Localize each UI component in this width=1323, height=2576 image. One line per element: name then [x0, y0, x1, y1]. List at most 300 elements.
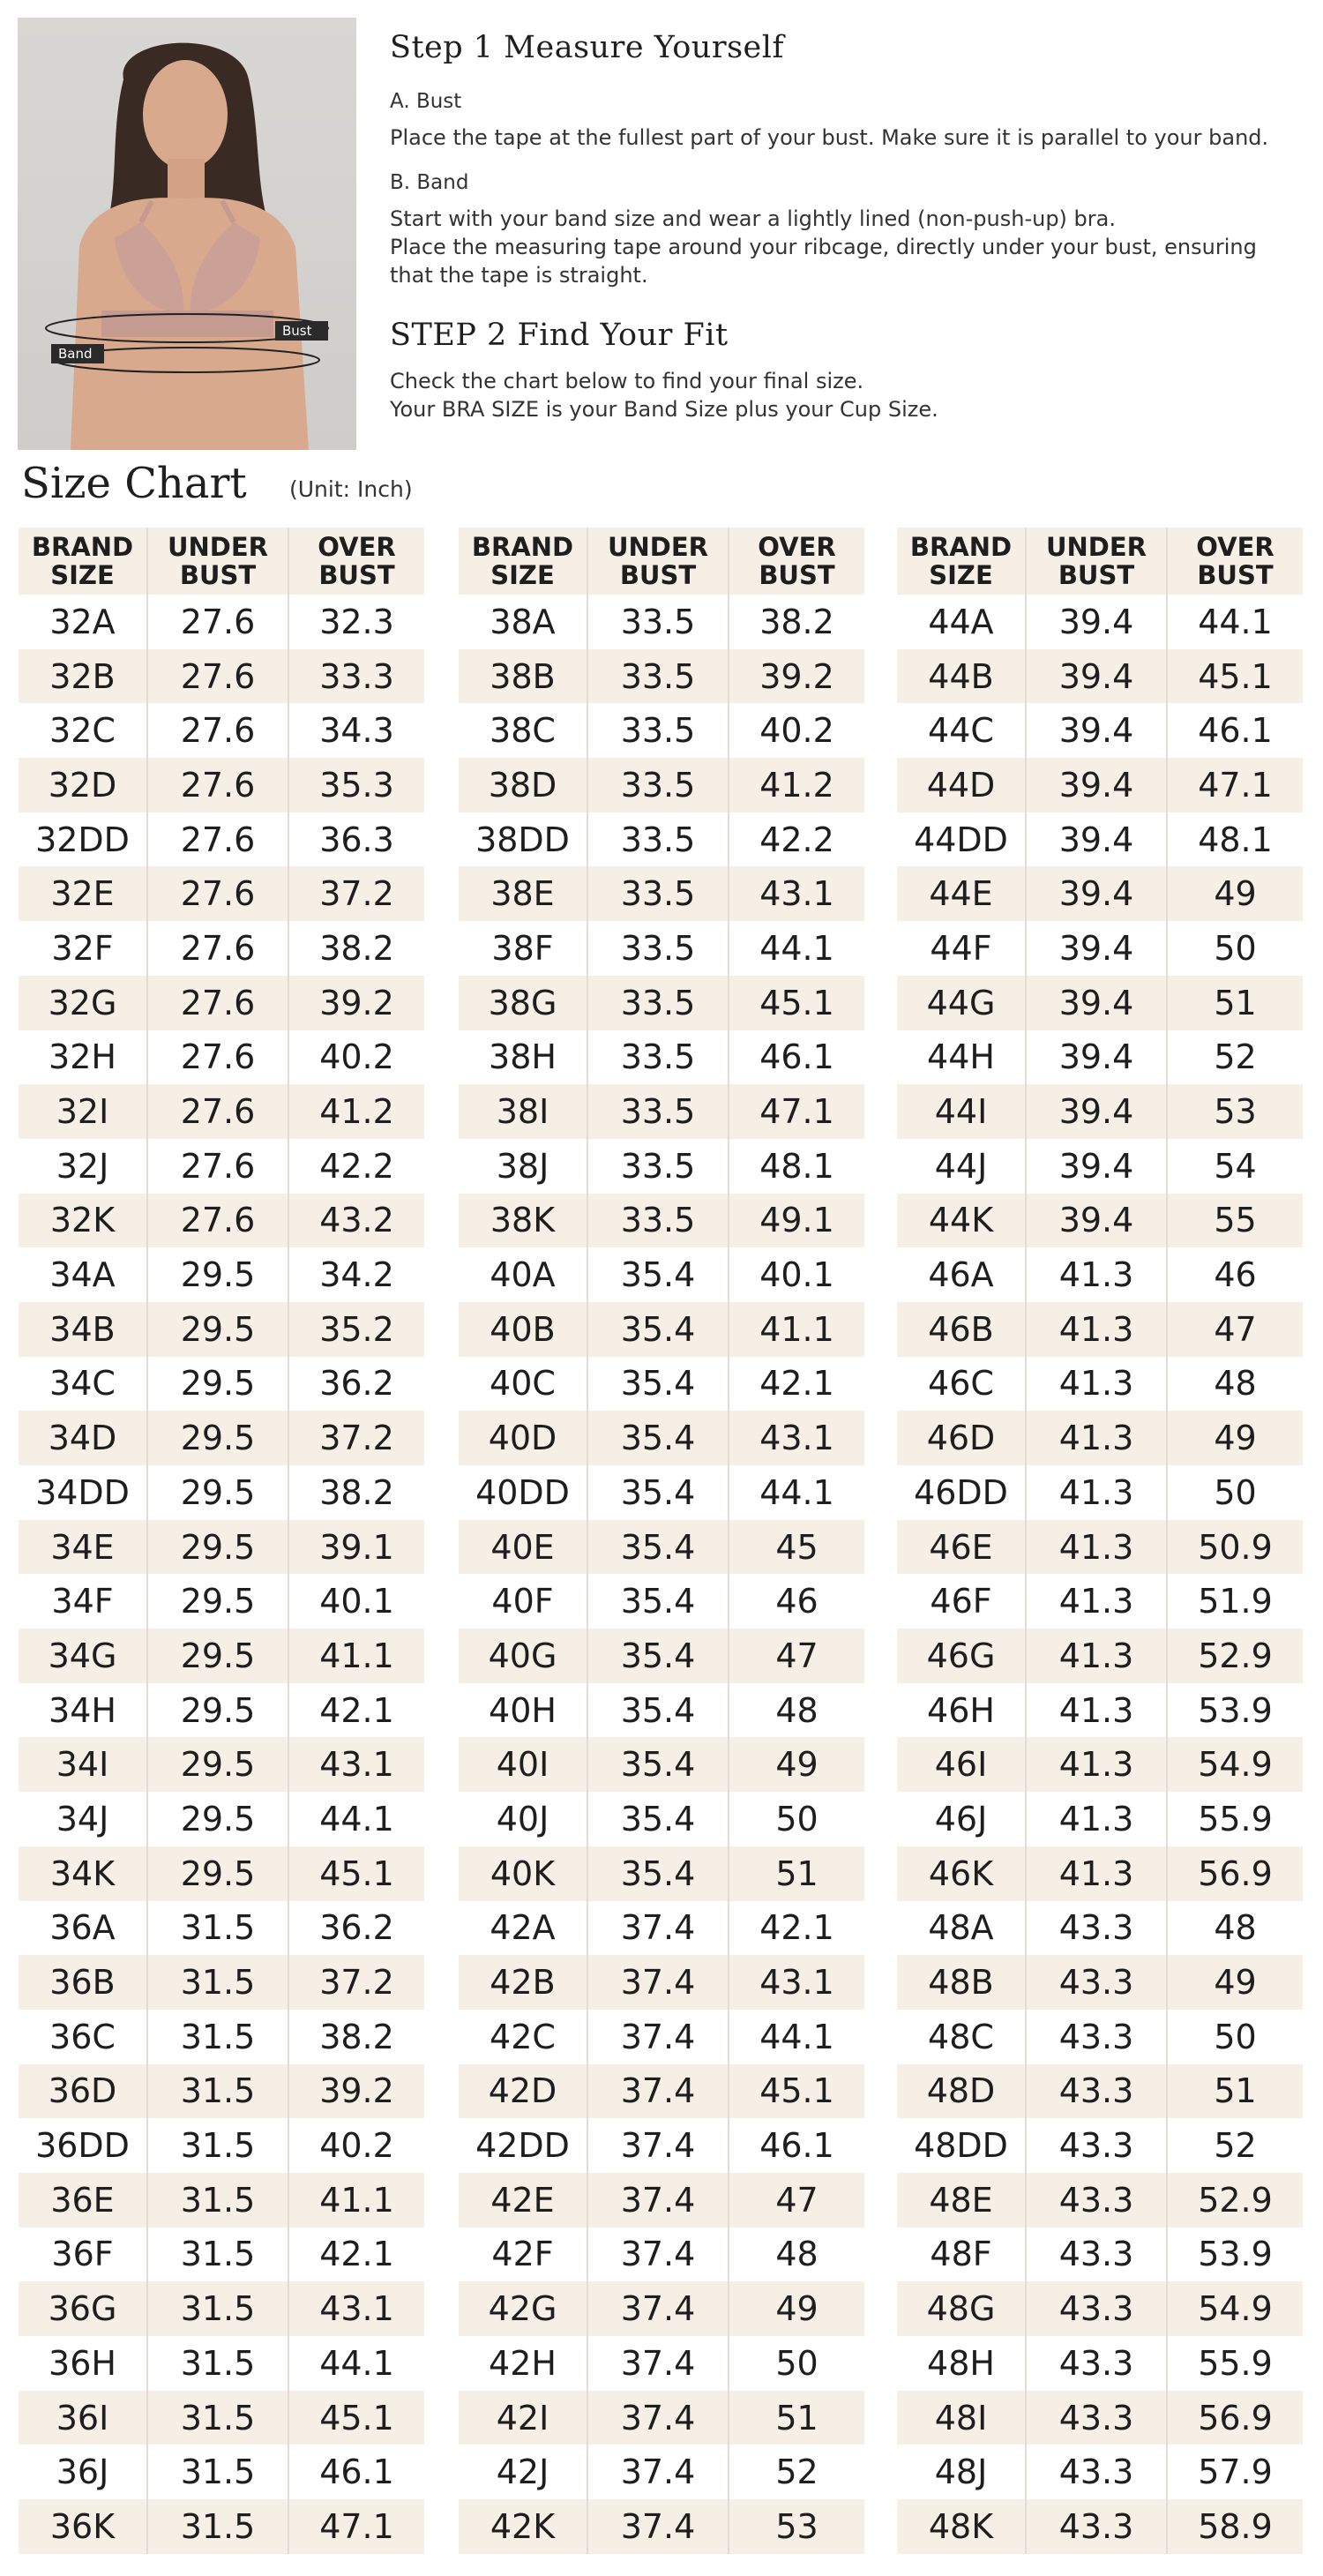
- under-bust-cell: 43.3: [1026, 2281, 1167, 2336]
- table-row: [459, 1846, 864, 1901]
- over-bust-cell: 56.9: [1167, 2391, 1303, 2445]
- table-row: [19, 2499, 424, 2554]
- table-row: [897, 1629, 1303, 1683]
- table-row: [897, 976, 1303, 1030]
- under-bust-cell: 35.4: [587, 1302, 729, 1357]
- under-bust-cell: 41.3: [1026, 1574, 1167, 1629]
- table-row: [459, 1465, 864, 1520]
- over-bust-cell: 34.2: [288, 1247, 424, 1302]
- table-row: [19, 1737, 424, 1792]
- under-bust-cell: 43.3: [1026, 2499, 1167, 2554]
- over-bust-cell: 45.1: [729, 2064, 864, 2119]
- brand-size-cell: 46K: [897, 1846, 1026, 1901]
- over-bust-cell: 49: [1167, 1955, 1303, 2010]
- over-bust-cell: 42.2: [729, 812, 864, 867]
- brand-size-cell: 32F: [51, 928, 114, 968]
- brand-size-cell: 40C: [490, 1364, 556, 1404]
- table-row: [459, 1084, 864, 1139]
- table-row: [897, 1139, 1303, 1194]
- over-bust-cell: 54.9: [1167, 1737, 1303, 1792]
- brand-size-cell: 38K: [459, 1194, 587, 1248]
- table-row: [459, 2281, 864, 2336]
- over-bust-cell: 44.1: [1167, 595, 1303, 649]
- over-bust-cell: 39.2: [288, 2064, 424, 2119]
- under-bust-cell: 35.4: [587, 1683, 729, 1738]
- over-bust-cell: 50: [729, 1792, 864, 1846]
- under-bust-cell: 35.4: [587, 1846, 729, 1901]
- under-bust-cell: 27.6: [147, 1194, 288, 1248]
- brand-size-cell: 44I: [897, 1084, 1026, 1139]
- brand-size-cell: 34C: [49, 1364, 116, 1404]
- under-bust-cell: 29.5: [147, 1846, 288, 1901]
- over-bust-cell: 42.1: [729, 1901, 864, 1956]
- table-row: [459, 2118, 864, 2173]
- under-bust-cell: 31.5: [147, 2499, 288, 2554]
- brand-size-cell: 44D: [897, 758, 1026, 812]
- brand-size-cell: 40K: [459, 1846, 587, 1901]
- brand-size-cell: 42J: [496, 2452, 549, 2492]
- table-row: [19, 1247, 424, 1302]
- table-row: [459, 2336, 864, 2391]
- brand-size-cell: 42B: [459, 1955, 587, 2010]
- brand-size-cell: 40E: [459, 1520, 587, 1575]
- table-row: [897, 866, 1303, 921]
- over-bust-cell: 47: [729, 1629, 864, 1683]
- under-bust-cell: 31.5: [147, 2064, 288, 2119]
- over-bust-cell: 37.2: [288, 866, 424, 921]
- under-bust-cell: 37.4: [587, 2173, 729, 2228]
- brand-size-cell: 48D: [897, 2064, 1026, 2119]
- under-bust-cell: 29.5: [147, 1411, 288, 1465]
- table-row: [459, 595, 864, 649]
- over-bust-cell: 58.9: [1167, 2499, 1303, 2554]
- over-bust-cell: 40.2: [729, 703, 864, 758]
- table-row: [459, 1629, 864, 1683]
- over-bust-cell: 51: [1167, 976, 1303, 1030]
- over-bust-cell: 35.3: [288, 758, 424, 812]
- brand-size-header-line: BRAND: [31, 532, 134, 562]
- over-bust-cell: 50.9: [1167, 1520, 1303, 1575]
- over-bust-cell: 41.1: [288, 2173, 424, 2228]
- over-bust-cell: 55: [1167, 1194, 1303, 1248]
- over-bust-cell: 53: [1167, 1084, 1303, 1139]
- band-line-1: Start with your band size and wear a lightly lined (non-push-up) bra.: [390, 206, 1116, 231]
- over-bust-header: [729, 528, 864, 595]
- brand-size-cell: 42D: [459, 2064, 587, 2119]
- under-bust-cell: 43.3: [1026, 2010, 1167, 2064]
- band-line-2: Place the measuring tape around your ribcage, directly under your bust, ensuring: [390, 235, 1257, 259]
- over-bust-cell: 43.1: [288, 1737, 424, 1792]
- under-bust-cell: 35.4: [587, 1411, 729, 1465]
- under-bust-cell: 39.4: [1026, 812, 1167, 867]
- brand-size-cell: 36E: [19, 2173, 147, 2228]
- table-row: [897, 1411, 1303, 1465]
- table-row: [897, 2228, 1303, 2282]
- brand-size-cell: 48F: [930, 2235, 992, 2274]
- over-bust-cell: 46.1: [288, 2445, 424, 2499]
- under-bust-cell: 41.3: [1026, 1247, 1167, 1302]
- brand-size-cell: 42DD: [475, 2126, 570, 2166]
- table-row: [897, 1084, 1303, 1139]
- table-row: [459, 758, 864, 812]
- brand-size-cell: 44A: [928, 602, 994, 641]
- table-row: [19, 1194, 424, 1248]
- brand-size-cell: 36G: [19, 2281, 147, 2336]
- over-bust-cell: 51.9: [1167, 1574, 1303, 1629]
- brand-size-cell: 38DD: [475, 820, 570, 859]
- table-row: [897, 2064, 1303, 2119]
- under-bust-header-line: BUST: [619, 560, 697, 590]
- over-bust-cell: 49: [729, 2281, 864, 2336]
- under-bust-cell: 37.4: [587, 2281, 729, 2336]
- table-row: [897, 2173, 1303, 2228]
- under-bust-header-line: UNDER: [167, 532, 269, 562]
- table-row: [459, 866, 864, 921]
- table-row: [459, 1901, 864, 1956]
- brand-size-cell: 46C: [928, 1364, 994, 1404]
- over-bust-cell: 54: [1167, 1139, 1303, 1194]
- brand-size-cell: 44C: [928, 711, 994, 751]
- table-row: [459, 2228, 864, 2282]
- under-bust-cell: 33.5: [587, 812, 729, 867]
- table-row: [19, 1084, 424, 1139]
- brand-size-cell: 48G: [897, 2281, 1026, 2336]
- brand-size-cell: 40J: [496, 1799, 549, 1838]
- over-bust-cell: 44.1: [288, 1792, 424, 1846]
- over-bust-cell: 55.9: [1167, 2336, 1303, 2391]
- brand-size-header-line: SIZE: [490, 560, 555, 590]
- brand-size-cell: 38H: [489, 1037, 557, 1077]
- brand-size-cell: 42H: [489, 2343, 557, 2383]
- bust-label: A. Bust: [390, 90, 462, 113]
- table-row: [897, 2010, 1303, 2064]
- over-bust-cell: 47.1: [1167, 758, 1303, 812]
- brand-size-cell: 42A: [490, 1908, 556, 1948]
- under-bust-cell: 39.4: [1026, 1084, 1167, 1139]
- under-bust-cell: 35.4: [587, 1465, 729, 1520]
- brand-size-cell: 42I: [459, 2391, 587, 2445]
- table-row: [19, 1139, 424, 1194]
- over-bust-cell: 47: [729, 2173, 864, 2228]
- over-bust-cell: 46.1: [729, 1030, 864, 1085]
- over-bust-cell: 42.1: [729, 1357, 864, 1412]
- brand-size-cell: 46F: [930, 1582, 992, 1621]
- table-row: [897, 1030, 1303, 1085]
- brand-size-cell: 46D: [897, 1411, 1026, 1465]
- brand-size-cell: 46B: [897, 1302, 1026, 1357]
- size-table-1: [19, 528, 424, 2554]
- table-row: [459, 1030, 864, 1085]
- under-bust-cell: 37.4: [587, 2228, 729, 2282]
- over-bust-cell: 53.9: [1167, 1683, 1303, 1738]
- table-row: [459, 921, 864, 976]
- table-row: [19, 812, 424, 867]
- under-bust-cell: 39.4: [1026, 1194, 1167, 1248]
- under-bust-cell: 43.3: [1026, 2118, 1167, 2173]
- brand-size-cell: 42K: [459, 2499, 587, 2554]
- over-bust-cell: 55.9: [1167, 1792, 1303, 1846]
- table-row: [897, 1737, 1303, 1792]
- table-row: [459, 1302, 864, 1357]
- over-bust-header-line: BUST: [759, 560, 835, 590]
- under-bust-cell: 41.3: [1026, 1357, 1167, 1412]
- under-bust-cell: 33.5: [587, 595, 729, 649]
- under-bust-cell: 31.5: [147, 2173, 288, 2228]
- brand-size-cell: 46DD: [914, 1472, 1008, 1512]
- over-bust-cell: 51: [729, 1846, 864, 1901]
- under-bust-cell: 41.3: [1026, 1411, 1167, 1465]
- table-row: [459, 2445, 864, 2499]
- under-bust-cell: 33.5: [587, 976, 729, 1030]
- under-bust-cell: 29.5: [147, 1737, 288, 1792]
- over-bust-cell: 41.1: [288, 1629, 424, 1683]
- brand-size-cell: 34D: [19, 1411, 147, 1465]
- under-bust-cell: 39.4: [1026, 703, 1167, 758]
- table-row: [459, 1357, 864, 1412]
- table-row: [19, 1792, 424, 1846]
- brand-size-cell: 32E: [19, 866, 147, 921]
- under-bust-cell: 33.5: [587, 758, 729, 812]
- table-row: [459, 1411, 864, 1465]
- brand-size-cell: 36D: [19, 2064, 147, 2119]
- brand-size-header: [19, 528, 147, 595]
- over-bust-header-line: OVER: [758, 532, 836, 562]
- table-row: [19, 703, 424, 758]
- over-bust-cell: 56.9: [1167, 1846, 1303, 1901]
- under-bust-cell: 37.4: [587, 2445, 729, 2499]
- brand-size-cell: 34G: [19, 1629, 147, 1683]
- brand-size-cell: 40G: [459, 1629, 587, 1683]
- over-bust-cell: 49.1: [729, 1194, 864, 1248]
- brand-size-cell: 32C: [49, 711, 116, 751]
- over-bust-cell: 37.2: [288, 1955, 424, 2010]
- brand-size-cell: 32G: [19, 976, 147, 1030]
- under-bust-cell: 37.4: [587, 2118, 729, 2173]
- brand-size-cell: 40H: [489, 1690, 557, 1730]
- brand-size-cell: 42F: [491, 2235, 554, 2274]
- over-bust-header: [1167, 528, 1303, 595]
- over-bust-cell: 51: [729, 2391, 864, 2445]
- table-row: [459, 2391, 864, 2445]
- under-bust-cell: 43.3: [1026, 2173, 1167, 2228]
- brand-size-cell: 48K: [897, 2499, 1026, 2554]
- size-table-3: [897, 528, 1303, 2554]
- over-bust-cell: 39.2: [288, 976, 424, 1030]
- table-row: [897, 812, 1303, 867]
- over-bust-cell: 39.1: [288, 1520, 424, 1575]
- over-bust-cell: 42.1: [288, 2228, 424, 2282]
- over-bust-cell: 48: [729, 1683, 864, 1738]
- table-row: [19, 1683, 424, 1738]
- table-row: [459, 1520, 864, 1575]
- over-bust-cell: 52.9: [1167, 1629, 1303, 1683]
- size-chart-title: Size Chart: [21, 459, 247, 508]
- brand-size-cell: 38F: [491, 928, 554, 968]
- table-row: [459, 2499, 864, 2554]
- over-bust-cell: 36.3: [288, 812, 424, 867]
- table-row: [459, 1574, 864, 1629]
- under-bust-cell: 27.6: [147, 921, 288, 976]
- under-bust-cell: 43.3: [1026, 1901, 1167, 1956]
- under-bust-cell: 37.4: [587, 2499, 729, 2554]
- under-bust-cell: 29.5: [147, 1629, 288, 1683]
- over-bust-cell: 46: [729, 1574, 864, 1629]
- over-bust-cell: 38.2: [288, 2010, 424, 2064]
- over-bust-header: [288, 528, 424, 595]
- over-bust-cell: 41.2: [729, 758, 864, 812]
- over-bust-cell: 52: [1167, 1030, 1303, 1085]
- brand-size-cell: 44H: [927, 1037, 995, 1077]
- over-bust-cell: 47.1: [729, 1084, 864, 1139]
- brand-size-cell: 32B: [19, 649, 147, 704]
- brand-size-cell: 46E: [897, 1520, 1026, 1575]
- brand-size-cell: 32D: [19, 758, 147, 812]
- table-row: [459, 1955, 864, 2010]
- under-bust-cell: 31.5: [147, 2391, 288, 2445]
- under-bust-cell: 37.4: [587, 2336, 729, 2391]
- under-bust-cell: 35.4: [587, 1792, 729, 1846]
- brand-size-cell: 34F: [51, 1582, 114, 1621]
- over-bust-cell: 53: [729, 2499, 864, 2554]
- model-illustration: [18, 18, 356, 450]
- over-bust-cell: 46: [1167, 1247, 1303, 1302]
- bust-tag: Bust: [275, 321, 328, 341]
- table-row: [897, 1357, 1303, 1412]
- table-row: [897, 649, 1303, 704]
- brand-size-cell: 48H: [927, 2343, 995, 2383]
- band-line-3: that the tape is straight.: [390, 263, 648, 288]
- under-bust-cell: 27.6: [147, 1084, 288, 1139]
- under-bust-cell: 29.5: [147, 1683, 288, 1738]
- table-row: [19, 1629, 424, 1683]
- table-row: [459, 1792, 864, 1846]
- under-bust-cell: 27.6: [147, 649, 288, 704]
- brand-size-cell: 32DD: [35, 820, 130, 859]
- under-bust-header: [1026, 528, 1167, 595]
- under-bust-header-line: BUST: [1058, 560, 1135, 590]
- under-bust-cell: 39.4: [1026, 866, 1167, 921]
- over-bust-header-line: BUST: [318, 560, 395, 590]
- under-bust-cell: 41.3: [1026, 1302, 1167, 1357]
- brand-size-cell: 46J: [934, 1799, 988, 1838]
- brand-size-cell: 48J: [934, 2452, 988, 2492]
- brand-size-cell: 36C: [49, 2017, 116, 2056]
- over-bust-header-line: OVER: [318, 532, 396, 562]
- table-row: [19, 1520, 424, 1575]
- over-bust-cell: 42.1: [288, 1683, 424, 1738]
- under-bust-header: [147, 528, 288, 595]
- under-bust-cell: 39.4: [1026, 1030, 1167, 1085]
- over-bust-cell: 38.2: [288, 921, 424, 976]
- under-bust-cell: 41.3: [1026, 1465, 1167, 1520]
- under-bust-cell: 33.5: [587, 649, 729, 704]
- table-row: [897, 1574, 1303, 1629]
- brand-size-cell: 46I: [897, 1737, 1026, 1792]
- over-bust-cell: 52: [729, 2445, 864, 2499]
- under-bust-cell: 27.6: [147, 703, 288, 758]
- under-bust-cell: 33.5: [587, 1030, 729, 1085]
- over-bust-cell: 41.1: [729, 1302, 864, 1357]
- under-bust-cell: 39.4: [1026, 1139, 1167, 1194]
- brand-size-cell: 34A: [49, 1255, 116, 1295]
- table-row: [897, 1302, 1303, 1357]
- over-bust-cell: 48.1: [1167, 812, 1303, 867]
- under-bust-cell: 35.4: [587, 1247, 729, 1302]
- brand-size-cell: 48B: [897, 1955, 1026, 2010]
- over-bust-cell: 42.2: [288, 1139, 424, 1194]
- under-bust-cell: 39.4: [1026, 595, 1167, 649]
- table-row: [19, 921, 424, 976]
- over-bust-cell: 50: [1167, 2010, 1303, 2064]
- under-bust-cell: 31.5: [147, 1955, 288, 2010]
- over-bust-cell: 49: [729, 1737, 864, 1792]
- under-bust-cell: 43.3: [1026, 1955, 1167, 2010]
- table-row: [19, 2118, 424, 2173]
- over-bust-cell: 39.2: [729, 649, 864, 704]
- table-row: [897, 1520, 1303, 1575]
- under-bust-cell: 39.4: [1026, 758, 1167, 812]
- table-row: [19, 1955, 424, 2010]
- over-bust-cell: 45.1: [288, 1846, 424, 1901]
- brand-size-cell: 32K: [19, 1194, 147, 1248]
- under-bust-cell: 31.5: [147, 2336, 288, 2391]
- brand-size-header: [459, 528, 587, 595]
- over-bust-cell: 40.1: [729, 1247, 864, 1302]
- brand-size-cell: 42C: [490, 2017, 556, 2056]
- table-row: [897, 1792, 1303, 1846]
- over-bust-cell: 45.1: [1167, 649, 1303, 704]
- under-bust-cell: 29.5: [147, 1302, 288, 1357]
- brand-size-cell: 38E: [459, 866, 587, 921]
- over-bust-cell: 48: [1167, 1901, 1303, 1956]
- over-bust-cell: 47: [1167, 1302, 1303, 1357]
- under-bust-cell: 41.3: [1026, 1629, 1167, 1683]
- under-bust-cell: 31.5: [147, 2445, 288, 2499]
- over-bust-cell: 36.2: [288, 1357, 424, 1412]
- brand-size-cell: 36F: [51, 2235, 114, 2274]
- under-bust-header-line: UNDER: [607, 532, 709, 562]
- table-row: [19, 866, 424, 921]
- step2-line-2: Your BRA SIZE is your Band Size plus your Cup Size.: [390, 397, 938, 422]
- over-bust-header-line: BUST: [1197, 560, 1274, 590]
- over-bust-cell: 44.1: [729, 1465, 864, 1520]
- brand-size-cell: 40F: [491, 1582, 554, 1621]
- under-bust-cell: 37.4: [587, 2391, 729, 2445]
- brand-size-cell: 48DD: [914, 2126, 1008, 2166]
- over-bust-cell: 33.3: [288, 649, 424, 704]
- table-row: [19, 1302, 424, 1357]
- under-bust-header-line: UNDER: [1045, 532, 1147, 562]
- over-bust-cell: 50: [729, 2336, 864, 2391]
- over-bust-cell: 44.1: [288, 2336, 424, 2391]
- under-bust-cell: 37.4: [587, 1955, 729, 2010]
- table-row: [897, 921, 1303, 976]
- table-row: [19, 1846, 424, 1901]
- under-bust-header: [587, 528, 729, 595]
- brand-size-cell: 34B: [19, 1302, 147, 1357]
- brand-size-cell: 44B: [897, 649, 1026, 704]
- brand-size-cell: 40I: [459, 1737, 587, 1792]
- brand-size-cell: 44E: [897, 866, 1026, 921]
- brand-size-cell: 40B: [459, 1302, 587, 1357]
- brand-size-cell: 38G: [459, 976, 587, 1030]
- brand-size-cell: 46H: [927, 1690, 995, 1730]
- model-photo: [18, 18, 356, 450]
- under-bust-cell: 29.5: [147, 1465, 288, 1520]
- under-bust-cell: 43.3: [1026, 2391, 1167, 2445]
- under-bust-cell: 33.5: [587, 866, 729, 921]
- table-row: [897, 1846, 1303, 1901]
